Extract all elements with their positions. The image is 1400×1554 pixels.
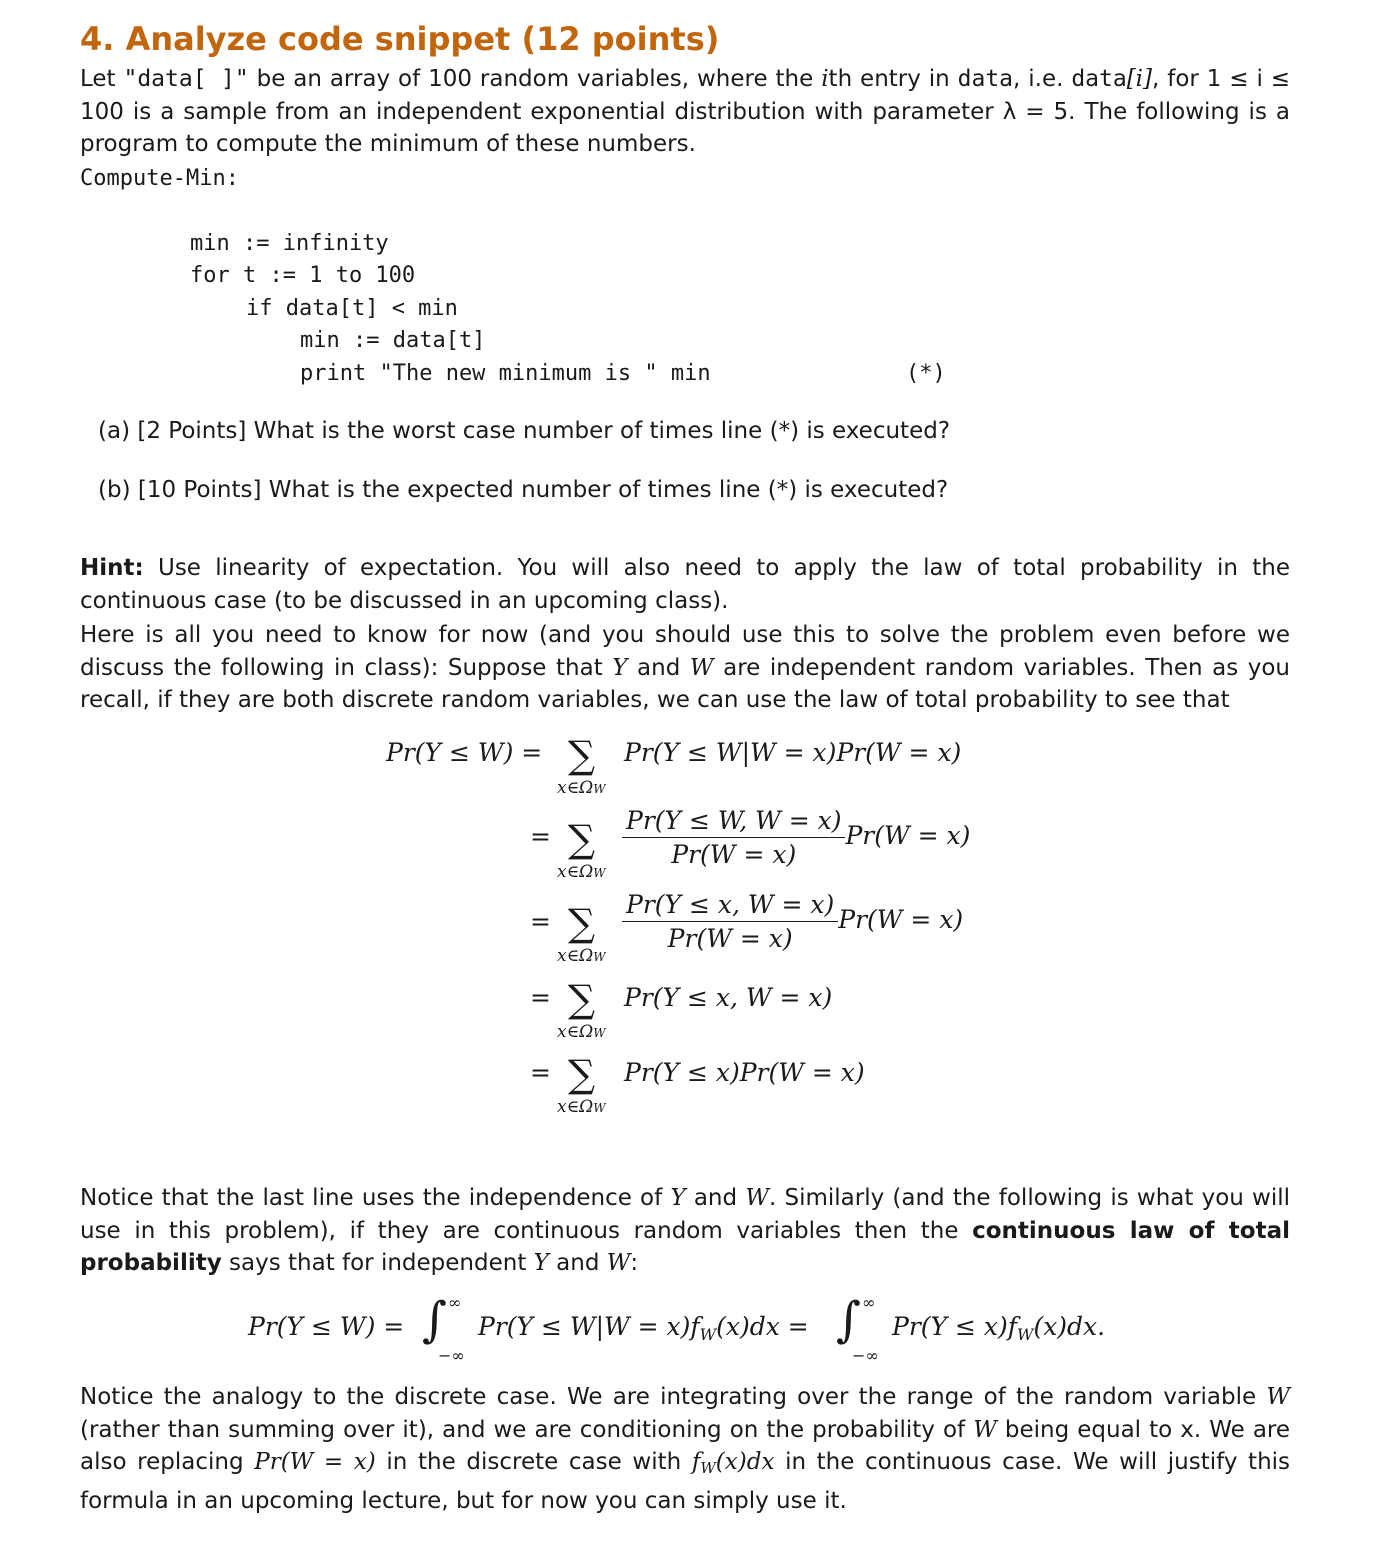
discrete-eq-lhs: Pr(Y ≤ W) =	[386, 738, 543, 767]
eq-sign-3: =	[530, 907, 551, 936]
integral-1-upper: ∞	[448, 1293, 462, 1312]
code-line-5: print "The new minimum is " min	[300, 361, 711, 386]
intro-paragraph: Let "data[ ]" be an array of 100 random variables, where the ith entry in data, i.e. data[i], for 1 ≤ i ≤ 100 is a sample from an independent exponential distribution with parameter λ = 5. The following is a program to compute the minimum of these numbers.	[80, 66, 1291, 157]
code-data-array: "data[ ]"	[123, 66, 249, 92]
star-marker: (*)	[906, 361, 946, 386]
notice-paragraph-1: Notice that the last line uses the independence of Y and W. Similarly (and the following is what you will use in this problem), if they are continuous random variables then the continuous law of total probability says that for independent Y and W:	[80, 1185, 1291, 1276]
section-title: 4. Analyze code snippet (12 points)	[80, 20, 720, 58]
hint-label: Hint:	[80, 555, 144, 581]
sigma-sub-2: x∈ΩW	[557, 862, 606, 882]
discrete-row-4: Pr(Y ≤ x, W = x)	[624, 983, 833, 1012]
integral-2-upper: ∞	[862, 1293, 876, 1312]
eq-sign-4: =	[530, 983, 551, 1012]
sigma-4: ∑	[568, 977, 596, 1021]
code-line-4: min := data[t]	[300, 328, 486, 353]
sigma-sub-5: x∈ΩW	[557, 1097, 606, 1117]
sigma-3: ∑	[568, 901, 596, 945]
integral-1: ∫	[422, 1292, 448, 1348]
sigma-1: ∑	[568, 733, 596, 777]
program-label: Compute-Min:	[80, 166, 239, 191]
sigma-sub-4: x∈ΩW	[557, 1022, 606, 1042]
discrete-row-5: Pr(Y ≤ x)Pr(W = x)	[624, 1058, 865, 1087]
sigma-5: ∑	[568, 1052, 596, 1096]
hint-paragraph: Hint: Use linearity of expectation. You will also need to apply the law of total probability in the continuous case (to be discussed in an upcoming class).	[80, 555, 1291, 614]
integral-2-lower: −∞	[852, 1346, 879, 1365]
sigma-2: ∑	[568, 817, 596, 861]
sigma-sub-3: x∈ΩW	[557, 946, 606, 966]
code-line-3: if data[t] < min	[246, 296, 458, 321]
code-line-1: min := infinity	[190, 231, 389, 256]
integral-1-lower: −∞	[438, 1346, 465, 1365]
eq-sign-5: =	[530, 1058, 551, 1087]
discrete-row-1: Pr(Y ≤ W|W = x)Pr(W = x)	[624, 738, 962, 767]
continuous-eq-right: $Pr(Y \le x)f_W(x)dx$.	[892, 1312, 1106, 1344]
question-b: (b) [10 Points] What is the expected number of times line (*) is executed?	[98, 477, 949, 503]
notice-paragraph-2: Notice the analogy to the discrete case. We are integrating over the range of the random variable W (rather than summing over it), and we are conditioning on the probability of W being equal to x. We are also replacing Pr(W = x) in the discrete case with fW(x)dx in the continuous case. We will justify this formula in an upcoming lecture, but for now you can simply use it.	[80, 1384, 1291, 1514]
eq-sign-2: =	[530, 822, 551, 851]
hint-paragraph-2: Here is all you need to know for now (and you should use this to solve the problem even before we discuss the following in class): Suppose that Y and W are independent random variables. Then as you recall, if they are both discrete random variables, we can use the law of total probability to see that	[80, 622, 1291, 713]
sigma-sub-1: x∈ΩW	[557, 778, 606, 798]
code-line-2: for t := 1 to 100	[190, 263, 416, 288]
integral-2: ∫	[836, 1292, 862, 1348]
continuous-law-term: continuous law of total probability	[80, 1217, 1290, 1276]
question-a: (a) [2 Points] What is the worst case number of times line (*) is executed?	[98, 418, 951, 444]
discrete-row-2: $\frac{Pr(Y \le W, W = x)}{Pr(W = x)}$ Pr(W = x)	[622, 806, 970, 869]
discrete-row-3: $\frac{Pr(Y \le x, W = x)}{Pr(W = x)}$ Pr(W = x)	[622, 890, 963, 953]
continuous-eq-mid: $Pr(Y \le W|W = x)f_W(x)dx$ =	[478, 1312, 809, 1344]
continuous-eq-lhs: Pr(Y ≤ W) =	[248, 1312, 405, 1341]
